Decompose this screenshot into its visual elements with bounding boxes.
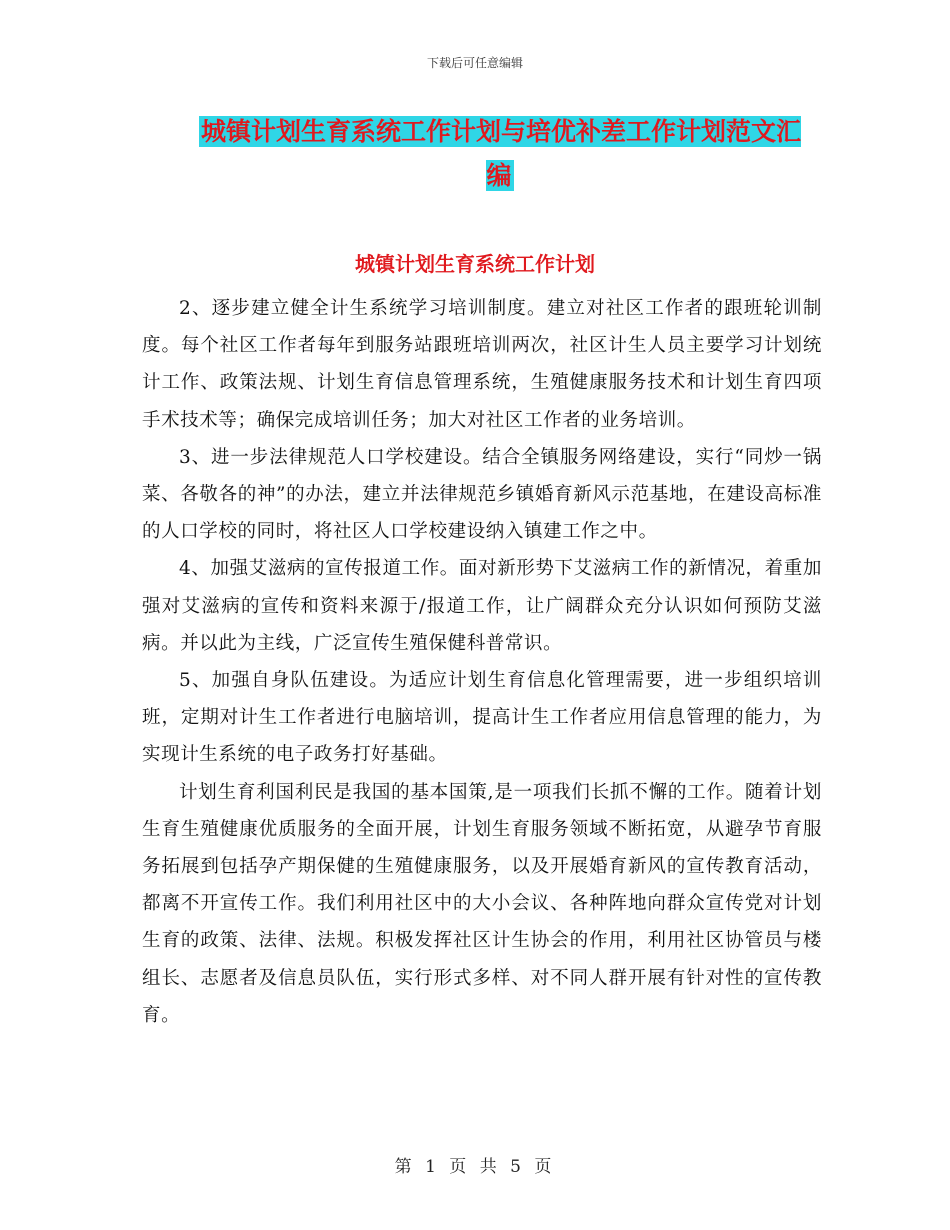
paragraph-1: 2、逐步建立健全计生系统学习培训制度。建立对社区工作者的跟班轮训制度。每个社区工作者每年到服务站跟班培训两次，社区计生人员主要学习计划统计工作、政策法规、计划生育信息管理系统，生殖健康服务技术和计划生育四项手术技术等；确保完成培训任务；加大对社区工作者的业务培训。 <box>142 298 822 431</box>
page-header-note: 下载后可任意编辑 <box>426 56 523 70</box>
document-title <box>190 110 810 198</box>
paragraph-5: 计划生育利国利民是我国的基本国策,是一项我们长抓不懈的工作。随着计划生育生殖健康优质服务的全面开展，计划生育服务领域不断拓宽，从避孕节育服务拓展到包括孕产期保健的生殖健康服务，以及开展婚育新风的宣传教育活动，都离不开宣传工作。我们利用社区中的大小会议、各种阵地向群众宣传党对计划生育的政策、法律、法规。积极发挥社区计生协会的作用，利用社区协管员与楼组长、志愿者及信息员队伍，实行形式多样、对不同人群开展有针对性的宣传教育。 <box>142 781 822 1026</box>
paragraph-2: 3、进一步法律规范人口学校建设。结合全镇服务网络建设，实行“同炒一锅菜、各敬各的神”的办法，建立并法律规范乡镇婚育新风示范基地，在建设高标准的人口学校的同时，将社区人口学校建设纳入镇建工作之中。 <box>142 446 822 543</box>
paragraph-3: 4、加强艾滋病的宣传报道工作。面对新形势下艾滋病工作的新情况，着重加强对艾滋病的宣传和资料来源于/报道工作，让广阔群众充分认识如何预防艾滋病。并以此为主线，广泛宣传生殖保健科普常识。 <box>142 558 822 654</box>
document-body <box>142 290 822 1034</box>
section-title: 城镇计划生育系统工作计划 <box>355 252 595 276</box>
page-footer: 第 1 页 共 5 页 <box>394 1157 556 1177</box>
paragraph-4: 5、加强自身队伍建设。为适应计划生育信息化管理需要，进一步组织培训班，定期对计生工作者进行电脑培训，提高计生工作者应用信息管理的能力，为实现计生系统的电子政务打好基础。 <box>142 670 822 766</box>
document-title-text: 城镇计划生育系统工作计划与培优补差工作计划范文汇编 <box>200 117 801 190</box>
